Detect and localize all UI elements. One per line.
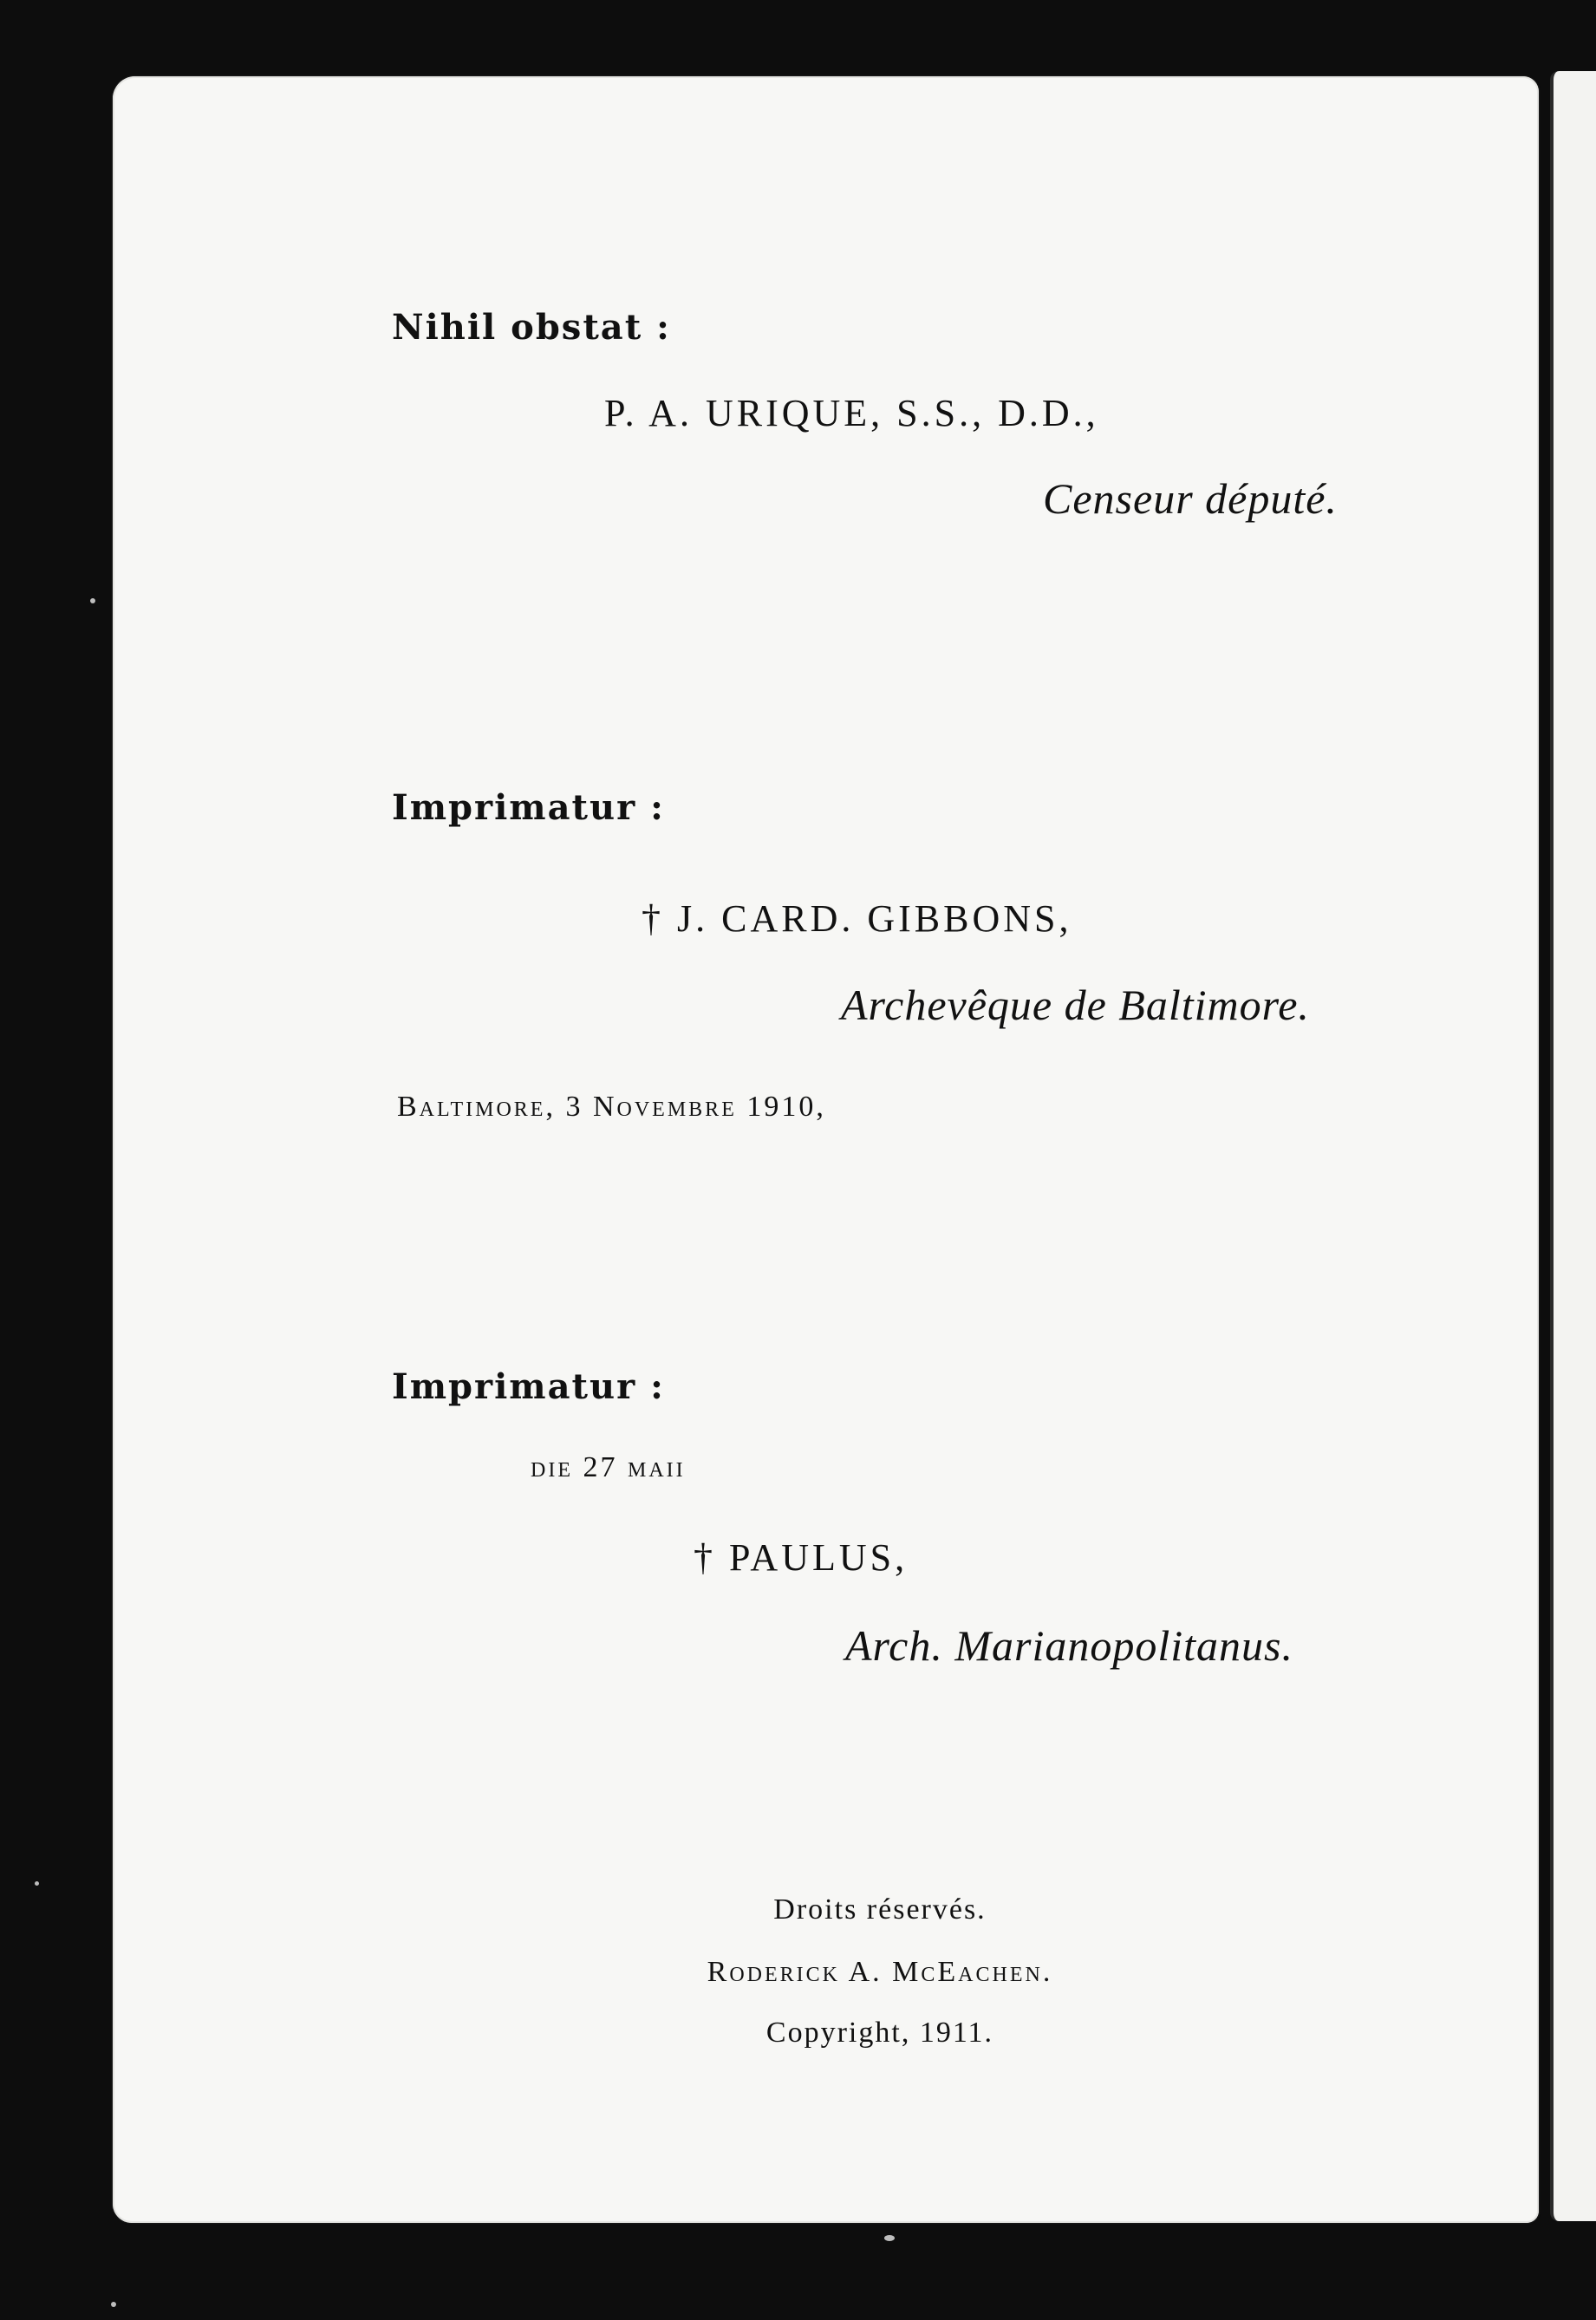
scan-speck [884,2235,895,2241]
copyright-line: Copyright, 1911. [765,2017,994,2049]
imprimatur-2-title: Arch. Marianopolitanus. [845,1621,1293,1670]
imprimatur-1-name: † J. CARD. GIBBONS, [642,897,1072,940]
author-line: Roderick A. McEachen. [707,1956,1053,1988]
imprimatur-1-place-date: Baltimore, 3 Novembre 1910, [397,1091,826,1123]
scan-speck [35,1881,39,1886]
nihil-obstat-censor-name: P. A. URIQUE, S.S., D.D., [604,392,1099,434]
imprimatur-heading-1: Imprimatur : [392,787,665,828]
imprimatur-2-name: † PAULUS, [694,1536,909,1579]
scan-speck [90,598,95,603]
nihil-obstat-heading: Nihil obstat : [392,307,671,348]
nihil-obstat-censor-title: Censeur député. [1043,474,1338,523]
imprimatur-heading-2: Imprimatur : [392,1366,665,1407]
imprimatur-1-title: Archevêque de Baltimore. [841,981,1310,1029]
scan-speck [111,2302,116,2307]
imprimatur-2-date: die 27 maii [531,1451,686,1483]
rights-reserved-line: Droits réservés. [773,1893,987,1926]
